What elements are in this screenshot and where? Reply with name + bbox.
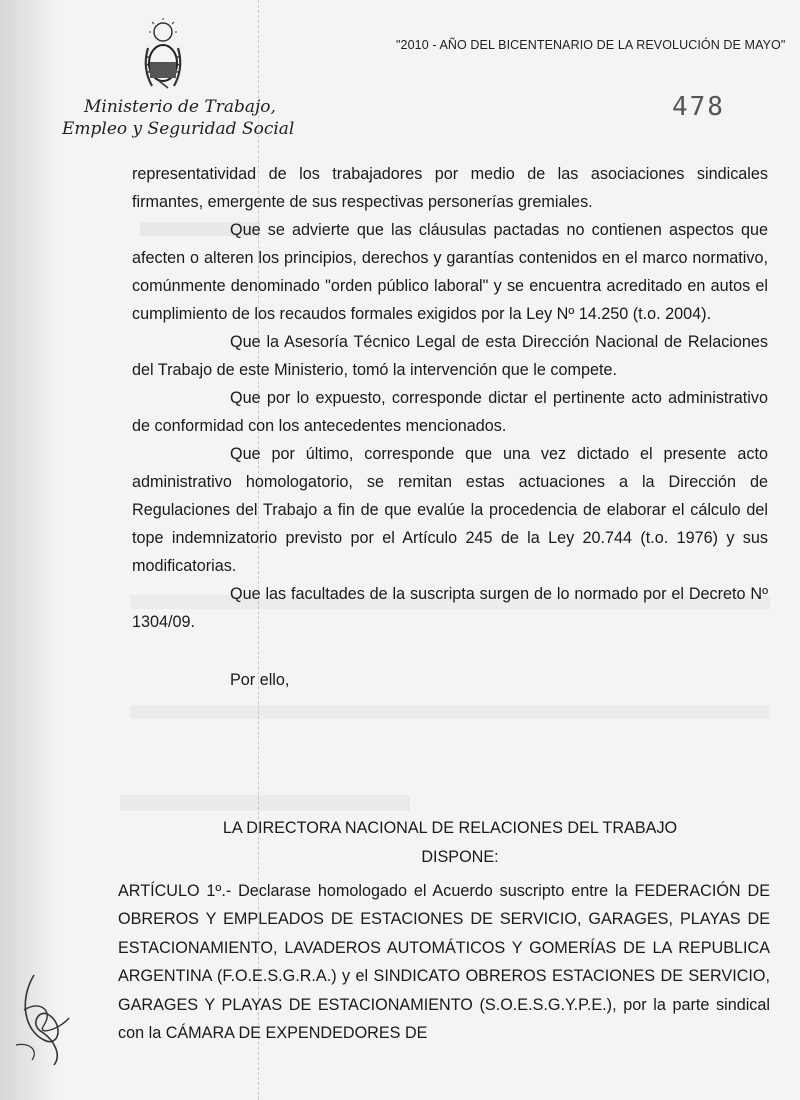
article-1: ARTÍCULO 1º.- Declarase homologado el Acuerdo suscripto entre la FEDERACIÓN DE OBREROS Y EMPLEADOS DE ESTACIONES DE SERVICIO, GARAGES, PLAYAS DE ESTACIONAMIENTO, LAVADEROS AUTOMÁTICOS Y GOMERÍAS DE LA REPUBLICA ARGENTINA (F.O.E.S.G.R.A.) y el SINDICATO OBREROS ESTACIONES DE SERVICIO, GARAGES Y PLAYAS DE ESTACIONAMIENTO (S.O.E.S.G.Y.P.E.), por la parte sindical con la CÁMARA DE EXPENDEDORES DE [118,882,770,1043]
folio-number: 478 [672,92,725,122]
paragraph-1: representatividad de los trabajadores por medio de las asociaciones sindicales firmantes, emergente de sus respectivas personerías gremiales. [132,165,768,211]
document-body [132,160,768,694]
paragraph-3: Que la Asesoría Técnico Legal de esta Dirección Nacional de Relaciones del Trabajo de este Ministerio, tomó la intervención que le compete. [132,333,768,379]
bleed-through-mark [130,705,770,719]
resolution-authority: LA DIRECTORA NACIONAL DE RELACIONES DEL TRABAJO [222,819,678,837]
paragraph-6: Que las facultades de la suscripta surgen de lo normado por el Decreto Nº 1304/09. [132,585,768,631]
ministry-line2: Empleo y Seguridad Social [62,119,295,139]
resolution-dispone: DISPONE: [421,848,499,866]
paragraph-5: Que por último, corresponde que una vez dictado el presente acto administrativo homologatorio, se remitan estas actuaciones a la Dirección de Regulaciones del Trabajo a fin de que evalúe la procedencia de elaborar el cálculo del tope indemnizatorio previsto por el Artículo 245 de la Ley 20.744 (t.o. 1976) y sus modificatorias. [132,445,768,575]
paragraph-por-ello: Por ello, [230,671,290,689]
ministry-name [62,96,294,140]
scan-shadow [0,0,60,1100]
header-motto: "2010 - AÑO DEL BICENTENARIO DE LA REVOLUCIÓN DE MAYO" [396,38,786,52]
ministry-line1: Ministerio de Trabajo, [84,97,276,117]
bleed-through-mark [120,795,410,811]
paragraph-4: Que por lo expuesto, corresponde dictar el pertinente acto administrativo de conformidad con los antecedentes mencionados. [132,389,768,435]
paragraph-2: Que se advierte que las cláusulas pactadas no contienen aspectos que afecten o alteren los principios, derechos y garantías contenidos en el marco normativo, comúnmente denominado "orden público laboral" y se encuentra acreditado en autos el cumplimiento de los recaudos formales exigidos por la Ley Nº 14.250 (t.o. 2004). [132,221,768,323]
margin-signature [14,970,74,1070]
coat-of-arms-icon [140,18,186,94]
